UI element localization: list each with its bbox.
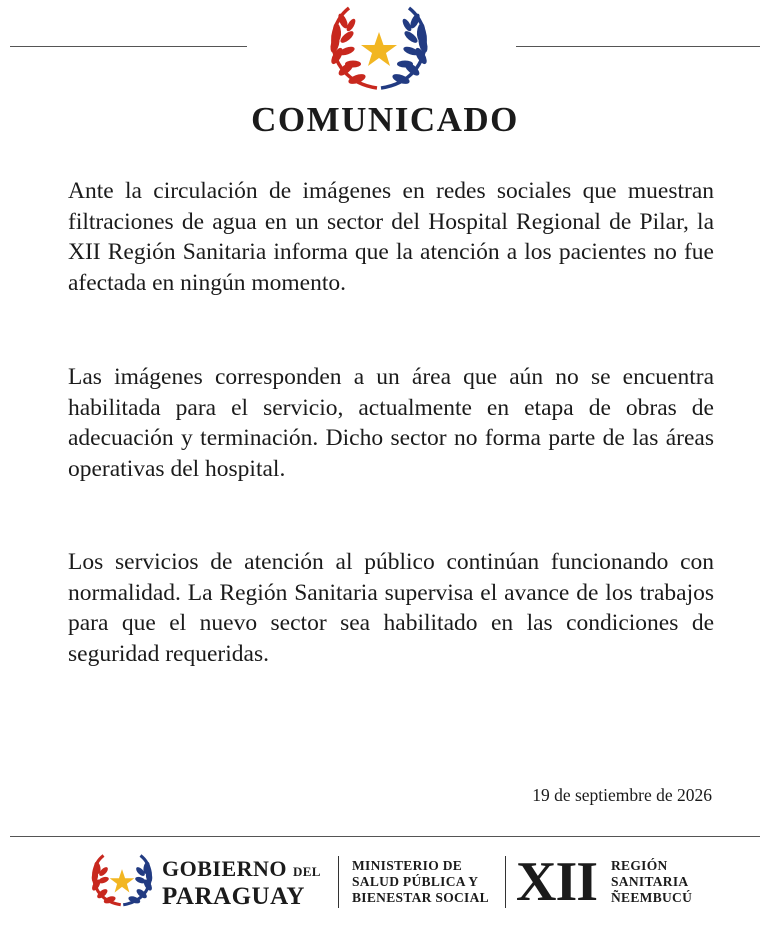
footer-divider: [10, 836, 760, 837]
government-emblem-icon: [90, 852, 154, 912]
ministry-line-1: MINISTERIO DE: [352, 858, 463, 873]
ministry-line-3: BIENESTAR SOCIAL: [352, 890, 489, 905]
government-logo-text: [162, 858, 321, 911]
gov-line2: PARAGUAY: [162, 883, 305, 910]
paragraph-1: Ante la circulación de imágenes en redes sociales que muestran filtraciones de agua en un sector del Hospital Regional de Pilar, la XII Región Sanitaria informa que la atención a los pacientes no fue afectada en ningún momento.: [68, 178, 714, 296]
ministry-line-2: SALUD PÚBLICA Y: [352, 874, 479, 889]
region-line-1: REGIÓN: [611, 858, 668, 873]
region-logo-text: [611, 858, 692, 906]
footer-separator-2: [505, 856, 506, 908]
gov-line1-small: DEL: [293, 864, 321, 879]
region-line-3: ÑEEMBUCÚ: [611, 890, 693, 905]
footer-separator-1: [338, 856, 339, 908]
laurel-star-emblem-icon: [327, 6, 431, 96]
top-divider-left: [10, 46, 247, 47]
top-divider-right: [516, 46, 760, 47]
page-title: COMUNICADO: [251, 100, 519, 139]
region-number: XII: [516, 851, 598, 913]
region-line-2: SANITARIA: [611, 874, 689, 889]
ministry-logo-text: [352, 858, 489, 906]
document-date: 19 de septiembre de 2026: [532, 785, 712, 805]
gov-line1: GOBIERNO: [162, 856, 288, 881]
paragraph-2: Las imágenes corresponden a un área que aún no se encuentra habilitada para el servicio, actualmente en etapa de obras de adecuación y terminación. Dicho sector no forma parte de las áreas operativas del hospital.: [68, 364, 714, 482]
paragraph-3: Los servicios de atención al público continúan funcionando con normalidad. La Región Sanitaria supervisa el avance de los trabajos para que el nuevo sector sea habilitado en las condiciones de seguridad requeridas.: [68, 549, 714, 667]
